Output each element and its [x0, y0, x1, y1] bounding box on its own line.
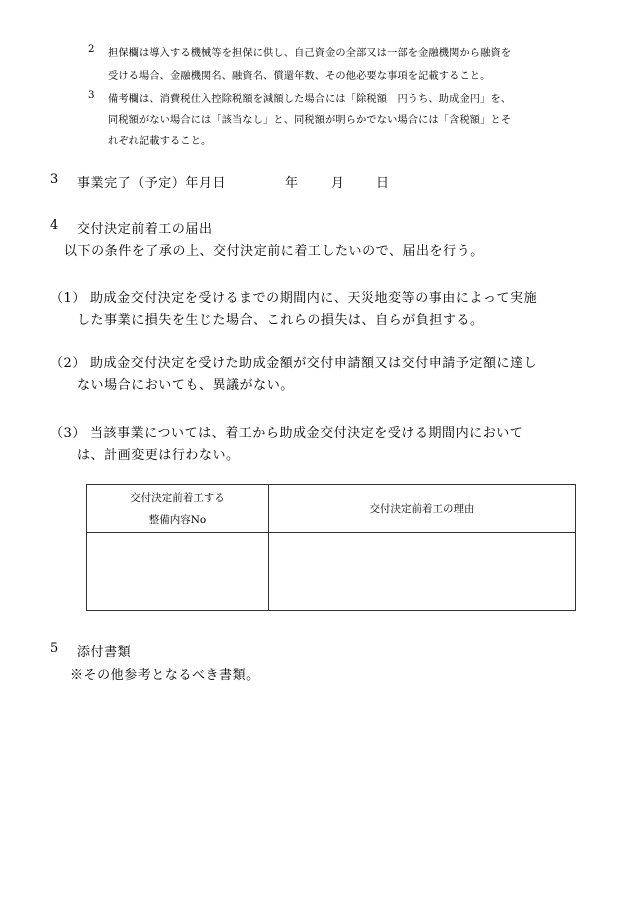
- condition-2-number: （2）: [50, 356, 86, 371]
- table-cell-maintenance-no[interactable]: [87, 533, 269, 611]
- condition-1-number: （1）: [50, 291, 86, 306]
- section-3-day: 日: [376, 176, 390, 191]
- condition-1-line-1: 助成金交付決定を受けるまでの期間内に、天災地変等の事由によって実施: [90, 291, 538, 306]
- section-5-number: 5: [50, 641, 59, 656]
- note-3-line-3: れぞれ記載すること。: [108, 136, 212, 147]
- section-5-title: 添付書類: [77, 645, 132, 660]
- section-4-intro: 以下の条件を了承の上、交付決定前に着工したいので、届出を行う。: [64, 244, 484, 259]
- condition-3-line-2: は、計画変更は行わない。: [77, 448, 240, 463]
- section-3-month: 月: [331, 176, 345, 191]
- section-5-note: ※その他参考となるべき書類。: [70, 668, 260, 683]
- note-3-number: 3: [88, 90, 95, 101]
- section-3-label: 事業完了（予定）年月日: [77, 176, 227, 191]
- table-row: [87, 533, 576, 611]
- table-header-reason: 交付決定前着工の理由: [269, 485, 576, 533]
- condition-1-line-2: した事業に損失を生じた場合、これらの損失は、自らが負担する。: [77, 313, 484, 328]
- condition-3-line-1: 当該事業については、着工から助成金交付決定を受ける期間内において: [90, 426, 524, 441]
- note-2-line-2: 受ける場合、金融機関名、融資名、償還年数、その他必要な事項を記載すること。: [108, 71, 491, 82]
- table-header-col1-line1: 交付決定前着工する: [130, 491, 225, 504]
- section-3-year: 年: [285, 176, 299, 191]
- table-cell-reason[interactable]: [269, 533, 576, 611]
- note-3-line-1: 備考欄は、消費税仕入控除税額を減額した場合には「除税額 円うち、助成金円」を、: [108, 94, 512, 105]
- pre-decision-construction-table: [86, 484, 576, 611]
- table-header-row: [87, 485, 576, 533]
- note-3-line-2: 同税額がない場合には「該当なし」と、同税額が明らかでない場合には「含税額」とそ: [108, 115, 512, 126]
- section-4-title: 交付決定前着工の届出: [77, 222, 213, 237]
- table-header-maintenance-no: [87, 485, 269, 533]
- condition-2-line-1: 助成金交付決定を受けた助成金額が交付申請額又は交付申請予定額に達し: [90, 356, 538, 371]
- condition-2-line-2: ない場合においても、異議がない。: [77, 378, 294, 393]
- condition-3-number: （3）: [50, 426, 86, 441]
- note-2-line-1: 担保欄は導入する機械等を担保に供し、自己資金の全部又は一部を金融機関から融資を: [108, 48, 512, 59]
- note-2-number: 2: [88, 44, 95, 55]
- section-3-number: 3: [50, 172, 59, 187]
- section-4-number: 4: [50, 218, 59, 233]
- table-header-col1-line2: 整備内容No: [148, 513, 207, 526]
